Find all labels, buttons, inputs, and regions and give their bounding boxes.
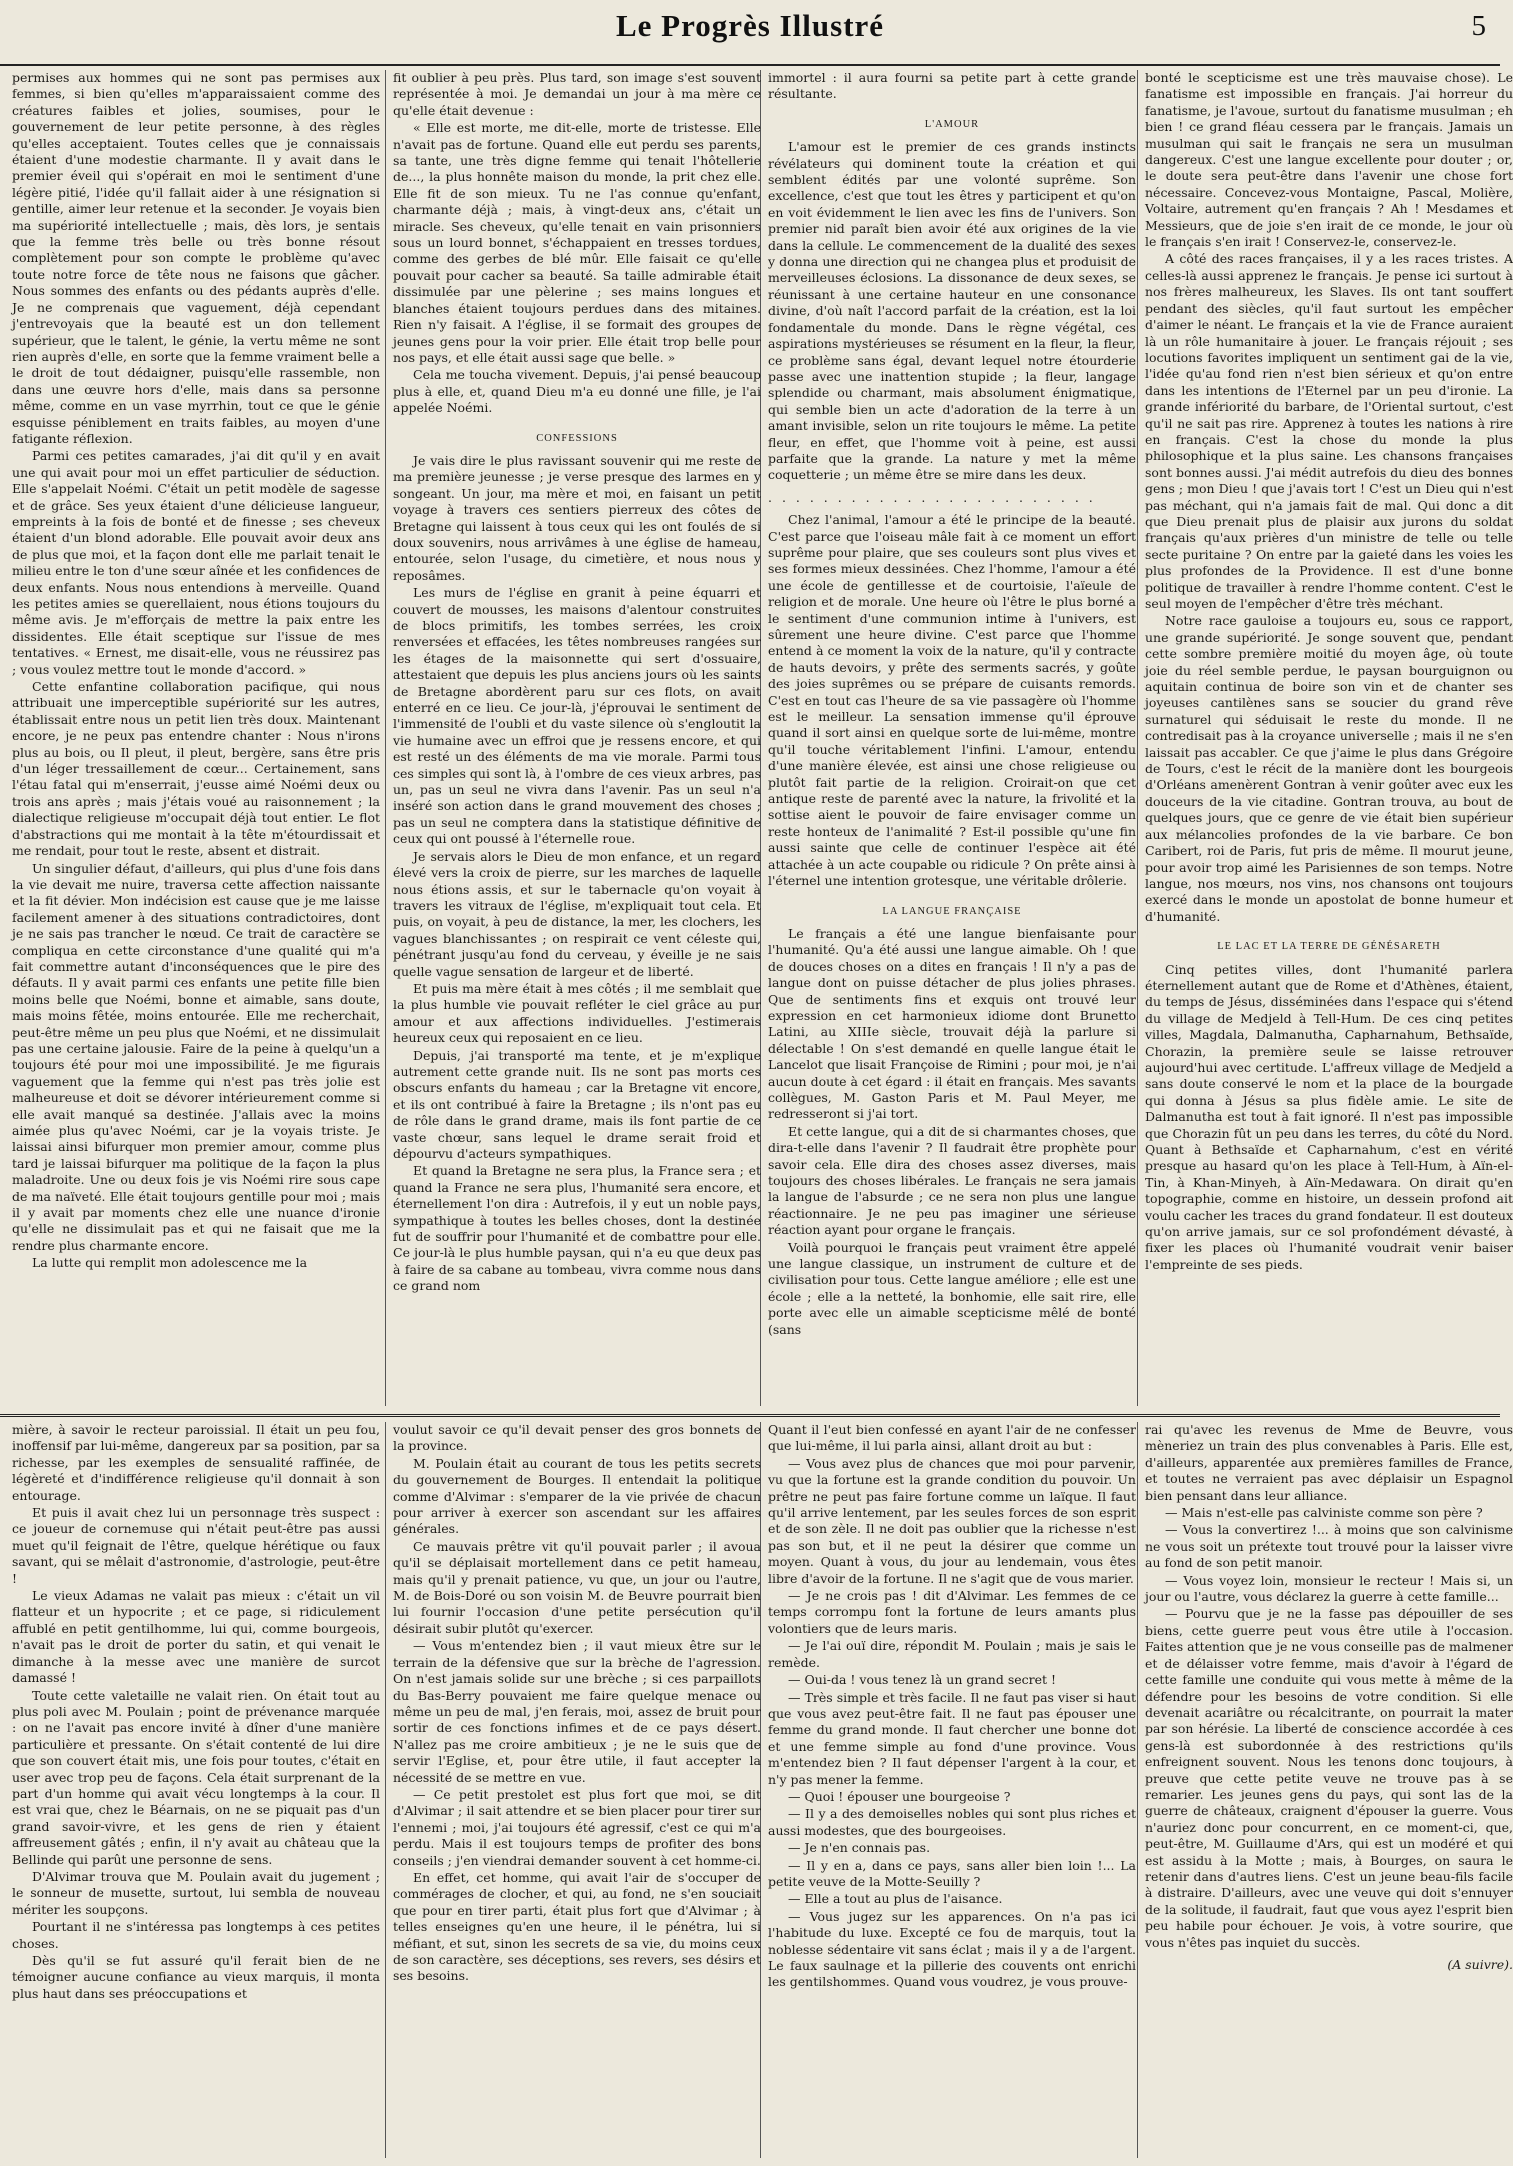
paragraph: Toute cette valetaille ne valait rien. On était tout au plus poli avec M. Poulain ; point de prévenance marquée : on ne l'avait pas encore invité à dîner d'une manière particulière et pressante. On s'était contenté de lui dire que son couvert était mis, une fois pour toutes, c'était en user avec trop peu de façons. Cela était surprenant de la part d'un homme qui avait vécu longtemps à la cour. Il est vrai que, chez le Béarnais, on ne se piquait pas d'un grand savoir-vivre, et les gens de rien y étaient affreusement gâtés ; enfin, il n'y avait au château que la Bellinde qui parût une personne de sens. <box>12 1687 380 1867</box>
paragraph: immortel : il aura fourni sa petite part à cette grande résultante. <box>768 70 1136 102</box>
paragraph: permises aux hommes qui ne sont pas permises aux femmes, si bien qu'elles m'apparaissaient comme des créatures faibles et jolies, soumises, pour le gouvernement de leur petite personne, à des règles qu'elles acceptaient. Toutes celles que je connaissais étaient d'une modestie charmante. Il y avait dans le premier éveil qui s'opérait en moi le sentiment d'une légère pitié, l'idée qu'il fallait aider à une résignation si gentille, aimer leur retenue et la seconder. Je voyais bien ma supériorité intellectuelle ; mais, dès lors, je sentais que la femme très belle ou très bonne résout complètement pour son compte le problème qu'avec toute notre force de tête nous ne faisons que gâcher. Nous sommes des enfants ou des pédants auprès d'elle. Je ne comprenais que vaguement, déjà cependant j'entrevoyais que la beauté est un don tellement supérieur, que le talent, le génie, la vertu même ne sont rien auprès d'elle, en sorte que la femme vraiment belle a le droit de tout dédaigner, puisqu'elle rassemble, non dans une œuvre hors d'elle, mais dans sa personne même, comme en un vase myrrhin, tout ce que le génie esquisse péniblement en traits faibles, au moyen d'une fatigante réflexion. <box>12 70 380 446</box>
section-heading-langue-francaise: LA LANGUE FRANÇAISE <box>882 905 1022 917</box>
section-heading-amour: L'AMOUR <box>924 118 980 130</box>
bottom-column-3 <box>768 1422 1136 2158</box>
top-column-3 <box>768 70 1136 1406</box>
paragraph: — Vous jugez sur les apparences. On n'a pas ici l'habitude du luxe. Excepté ce fou de marquis, tout la noblesse sédentaire vit sans éclat ; mais il y a de l'argent. Le faux saulnage et la pillerie des couvents ont enrichi les gentilshommes. Quand vous voudrez, je vous prouve- <box>768 1908 1136 1990</box>
paragraph: D'Alvimar trouva que M. Poulain avait du jugement ; le sonneur de musette, surtout, lui sembla de nouveau mériter les soupçons. <box>12 1868 380 1917</box>
paragraph: Ce mauvais prêtre vit qu'il pouvait parler ; il avoua qu'il se déplaisait mortellement dans ce petit hameau, mais qu'il y prenait patience, vu que, un jour ou l'autre, M. de Bois-Doré ou son voisin M. de Beuvre pourrait bien lui fournir l'occasion d'une petite persécution qu'il désirait subir plutôt qu'exercer. <box>393 1538 761 1636</box>
paragraph: Les murs de l'église en granit à peine équarri et couvert de mousses, les maisons d'alentour construites de blocs primitifs, les tombes serrées, les croix renversées et effacées, les têtes nombreuses rangées sur les étages de la maisonnette qui sert d'ossuaire, attestaient que depuis les plus anciens jours où les saints de Bretagne abordèrent paru sur ces flots, on avait enterré en ce lieu. Ce jour-là, j'éprouvai le sentiment de l'immensité de l'oubli et du vaste silence où s'engloutit la vie humaine avec un effroi que je ressens encore, et qui est resté un des éléments de ma vie morale. Parmi tous ces simples qui sont là, à l'ombre de ces vieux arbres, pas un, pas un seul ne vivra dans l'avenir. Pas un seul n'a inséré son action dans le grand mouvement des choses ; pas un seul ne comptera dans la statistique définitive de ceux qui ont poussé à l'éternelle roue. <box>393 585 761 847</box>
paragraph: bonté le scepticisme est une très mauvaise chose). Le fanatisme est impossible en français. J'ai horreur du fanatisme, je l'avoue, surtout du fanatisme musulman ; eh bien ! ce grand fléau cessera par le français. Jamais un musulman qui sait le français ne sera un musulman dangereux. C'est une langue excellente pour douter ; or, le doute sera peut-être dans l'avenir une chose fort nécessaire. Concevez-vous Montaigne, Pascal, Molière, Voltaire, autrement qu'en français ? Ah ! Mesdames et Messieurs, que de joie s'en irait de ce monde, le jour où le français s'en irait ! Conservez-le, conservez-le. <box>1145 70 1513 250</box>
paragraph: Je servais alors le Dieu de mon enfance, et un regard élevé vers la croix de pierre, sur les marches de laquelle nous étions assis, et sur le tabernacle qu'on voyait à travers les vitraux de l'église, m'expliquait tout cela. Et puis, on voyait, à peu de distance, la mer, les clochers, les vagues blanchissantes ; on respirait ce vent céleste qui, pénétrant jusqu'au fond du cerveau, y éveille je ne sais quelle vague sensation de largeur et de liberté. <box>393 848 761 979</box>
paragraph: La lutte qui remplit mon adolescence me la <box>32 1255 308 1271</box>
paragraph: Et puis il avait chez lui un personnage très suspect : ce joueur de cornemuse qui n'était peut-être pas aussi muet qu'il feignait de l'être, quelque hérétique ou faux savant, qui se mêlait d'astronomie, d'astrologie, peut-être ! <box>12 1505 380 1586</box>
page-header <box>0 0 1500 64</box>
section-heading-confessions: CONFESSIONS <box>536 432 618 444</box>
paragraph: Quant il l'eut bien confessé en ayant l'air de ne confesser que lui-même, il lui parla ainsi, allant droit au but : <box>768 1422 1136 1454</box>
paragraph: « Elle est morte, me dit-elle, morte de tristesse. Elle n'avait pas de fortune. Quand elle eut perdu ses parents, sa tante, une très digne femme qui tenait l'hôtellerie de..., la plus honnête maison du monde, la prit chez elle. Elle fit de son mieux. Tu ne l'as connue qu'enfant, charmante déjà ; mais, à vingt-deux ans, c'était un miracle. Ses cheveux, qu'elle tenait en vain prisonniers sous un lourd bonnet, s'échappaient en tresses tordues, comme des gerbes de blé mûr. Elle faisait ce qu'elle pouvait pour cacher sa beauté. Sa taille admirable était dissimulée par une pèlerine ; ses mains longues et blanches étaient toujours perdues dans des mitaines. Rien n'y faisait. A l'église, il se formait des groupes de jeunes gens pour la voir prier. Elle était trop belle pour nos pays, et elle était aussi sage que belle. » <box>393 120 761 365</box>
paragraph: L'amour est le premier de ces grands instincts révélateurs qui dominent toute la création et qui semblent édités par une volonté suprême. Son excellence, c'est que tout les êtres y participent et qu'on en voit évidemment le lien avec les fins de l'univers. Son premier nid paraît bien avoir été aux origines de la vie dans la cellule. Le commencement de la dualité des sexes y donna une direction qui ne changea plus et produisit de merveilleuses éclosions. La dissonance de deux sexes, se réunissant à une certaine hauteur en une consonance divine, d'où naît l'accord parfait de la création, est la loi fondamentale du monde. Dans le règne végétal, ces aspirations mystérieuses se résument en la fleur, la fleur, ce problème sans égal, devant lequel notre étourderie passe avec une inattention stupide ; la fleur, langage splendide ou charmant, mais absolument énigmatique, qui semble bien un acte d'adoration de la terre à un amant invisible, selon un rite toujours le même. La petite fleur, en effet, que l'homme voit à peine, est aussi parfaite que la grande. La nature y met la même coquetterie ; un même être se mire dans les deux. <box>768 139 1136 483</box>
paragraph: Le français a été une langue bienfaisante pour l'humanité. Qu'a été aussi une langue aimable. Oh ! que de douces choses on a dites en français ! Il n'y a pas de langue dont on puisse détacher de plus jolies phrases. Que de sentiments fins et exquis ont trouvé leur expression en cet harmonieux idiome dont Brunetto Latini, au XIIIe siècle, trouvait déjà la parlure si délectable ! On s'est demandé en quelle langue était le Lancelot que lisait Françoise de Rimini ; pour moi, je n'ai aucun doute à cet égard : il était en français. Mes savants collègues, M. Gaston Paris et M. Paul Meyer, me redresseront si j'ai tort. <box>768 925 1136 1122</box>
paragraph: Chez l'animal, l'amour a été le principe de la beauté. C'est parce que l'oiseau mâle fait à ce moment un effort suprême pour plaire, que ses couleurs sont plus vives et ses formes mieux dessinées. Chez l'homme, l'amour a été une école de gentillesse et de courtoisie, l'aïeule de religion et de morale. Une heure où l'être le plus borné a le sentiment d'une communion intime à l'univers, est sûrement une heure divine. C'est parce que l'homme entend à ce moment la voix de la nature, qu'il y contracte de hauts devoirs, y prête des serments sacrés, y goûte des joies suprêmes ou se prépare de cuisants remords. C'est en tout cas l'heure de sa vie passagère où l'homme est le meilleur. La sensation immense qu'il éprouve quand il sort ainsi en quelque sorte de lui-même, montre qu'il touche véritablement l'infini. L'amour, entendu d'une manière élevée, est ainsi une chose religieuse ou plutôt fait partie de la religion. Croirait-on que cet antique reste de parenté avec la nature, la frivolité et la sottise aient le pouvoir de faire envisager comme un reste honteux de l'animalité ? Est-il possible qu'une fin aussi sainte que celle de continuer l'espèce ait été attachée à un acte coupable ou ridicule ? On prête ainsi à l'éternel une intention grotesque, une véritable drôlerie. <box>768 512 1136 889</box>
paragraph: A côté des races françaises, il y a les races tristes. A celles-là aussi apprenez le français. Je pense ici surtout à nos frères malheureux, les Slaves. Ils ont tant souffert pendant des siècles, qu'il faut surtout les empêcher d'aimer le néant. Le français et la vie de France auraient là un rôle humanitaire à jouer. Le français réjouit ; ses locutions favorites impliquent un sentiment gai de la vie, l'idée qu'au fond rien n'est bien sérieux et qu'on entre dans les intentions de l'Eternel par un peu d'ironie. La grande infériorité du barbare, de l'Oriental surtout, c'est qu'il ne sait pas rire. Apprenez à toutes les nations à rire en français. C'est la chose du monde la plus philosophique et la plus saine. Les chansons françaises sont bonnes aussi. J'ai médit autrefois du dieu des bonnes gens ; mon Dieu ! que j'avais tort ! C'est un Dieu qui n'est pas méchant, qui n'a jamais fait de mal. Qui donc a dit que Dieu prenait plus de plaisir aux jurons du soldat français qu'aux prières d'un ministre de telle ou telle secte puritaine ? On entre par la gaieté dans les voies les plus profondes de la Providence. Il est d'une bonne politique de travailler à rendre l'homme content. C'est le seul moyen de l'empêcher d'être très méchant. <box>1145 251 1513 611</box>
paragraph: — Je n'en connais pas. <box>788 1840 931 1856</box>
section-heading-genesareth: LE LAC ET LA TERRE DE GÉNÉSARETH <box>1217 941 1441 953</box>
paragraph: Cela me toucha vivement. Depuis, j'ai pensé beaucoup plus à elle, et, quand Dieu m'a eu donné une fille, je l'ai appelée Noémi. <box>393 367 761 416</box>
paragraph: — Elle a tout au plus de l'aisance. <box>788 1891 1003 1907</box>
paragraph: — Vous m'entendez bien ; il vaut mieux être sur le terrain de la défensive que sur la brèche de l'agression. On n'est jamais solide sur une brèche ; si ces parpaillots du Bas-Berry pouvaient me faire quelque menace ou même un peu de mal, j'en ferais, moi, assez de bruit pour sortir de ces fonctions infimes et de ce pays désert. N'allez pas me croire ambitieux ; je ne le suis que de servir l'Eglise, et, pour être utile, il faut accepter la nécessité de se mettre en vue. <box>393 1638 761 1785</box>
paragraph: Et cette langue, qui a dit de si charmantes choses, que dira-t-elle dans l'avenir ? Il faudrait être prophète pour savoir cela. Elle dira des choses assez diverses, mais toujours des choses libérales. Le français ne sera jamais la langue de l'absurde ; ce ne sera non plus une langue réactionnaire. Je ne peu pas imaginer une sérieuse réaction ayant pour organe le français. <box>768 1123 1136 1238</box>
column-rule <box>1137 1422 1138 2158</box>
top-column-1 <box>12 70 380 1406</box>
paragraph: M. Poulain était au courant de tous les petits secrets du gouvernement de Bourges. Il entendait la politique comme d'Alvimar : s'emparer de la vie privée de chacun pour arriver à exercer son ascendant sur les affaires générales. <box>393 1455 761 1537</box>
paragraph: Notre race gauloise a toujours eu, sous ce rapport, une grande supériorité. Je songe souvent que, pendant cette sombre première moitié du moyen âge, où toute joie du réel semble perdue, le paysan bourguignon ou aquitain continua de boire son vin et de chanter ses joyeuses cantilènes sans se soucier du grand rêve surnaturel qui séduisait le reste du monde. Il ne contredisait pas à la croyance universelle ; mais il ne s'en laissait pas accabler. Ce que j'aime le plus dans Grégoire de Tours, c'est le récit de la manière dont les bourgeois d'Orléans amenèrent Gontran à venir goûter avec eux les douceurs de la vie citadine. Gontran trouva, au bout de quelques jours, que ce genre de vie était bien supérieur aux mélancolies profondes de la vie barbare. Ce bon Caribert, roi de Paris, fut pris de même. Il mourut jeune, pour avoir trop aimé les Parisiennes de son temps. Notre langue, nos mœurs, nos vins, nos chansons ont toujours exercé dans le monde un apostolat de bonne humeur et d'humanité. <box>1145 613 1513 924</box>
paragraph: mière, à savoir le recteur paroissial. Il était un peu fou, inoffensif par lui-même, dangereux par sa position, par sa richesse, par les exemples de sensualité raffinée, de légèreté et d'indifférence religieuse qu'il donnait à son entourage. <box>12 1422 380 1503</box>
paragraph: — Pourvu que je ne la fasse pas dépouiller de ses biens, cette guerre peut vous être utile à l'occasion. Faites attention que je ne vous conseille pas de malmener et de délaisser votre femme, mais d'avoir à l'égard de cette famille une conduite qui vous mette à même de la défendre pour les besoins de votre condition. Si elle devenait acariâtre ou récalcitrante, on pourrait la mater par son hérésie. La liberté de conscience accordée à ces gens-là est subordonnée à des restrictions qu'ils enfreignent souvent. Nous les tenons donc toujours, à preuve que cette petite veuve ne trouve pas à se remarier. Les jeunes gens du pays, qui sont las de la guerre de châteaux, craignent d'épouser la guerre. Vous n'auriez donc pour concurrent, en ce moment-ci, que, peut-être, M. Guillaume d'Ars, qui est un modéré et qui est assidu à la Motte ; mais, à Bourges, on saura le retenir dans d'autres liens. C'est un jeune beau-fils facile à distraire. D'ailleurs, avec une veuve qui doit s'ennuyer de la solitude, il faudrait, faut que vous ayez l'esprit bien peu habile pour échouer. Je vois, à votre sourire, que vous n'êtes pas inquiet du succès. <box>1145 1606 1513 1950</box>
paragraph: Et quand la Bretagne ne sera plus, la France sera ; et quand la France ne sera plus, l'humanité sera encore, et éternellement l'on dira : Autrefois, il y eut un noble pays, sympathique à toutes les belles choses, dont la destinée fut de souffrir pour l'humanité et de combattre pour elle. Ce jour-là le plus humble paysan, qui n'a eu que deux pas à faire de sa cabane au tombeau, vivra comme nous dans ce grand nom <box>393 1163 761 1294</box>
paragraph: Et puis ma mère était à mes côtés ; il me semblait que la plus humble vie pouvait refléter le ciel grâce au pur amour et aux affections individuelles. J'estimerais heureux ceux qui reposaient en ce lieu. <box>393 980 761 1046</box>
paragraph: Un singulier défaut, d'ailleurs, qui plus d'une fois dans la vie devait me nuire, traversa cette affection naissante et la fit dévier. Mon indécision est cause que je me laisse facilement amener à des situations contradictoires, dont je ne sais pas trancher le nœud. Ce trait de caractère se compliqua en cette circonstance d'une qualité qui m'a fait commettre autant d'inconséquences que le pire des défauts. Il y avait parmi ces enfants une petite fille bien moins belle que Noémi, bonne et aimable, sans doute, mais moins fêtée, moins entourée. Elle me recherchait, peut-être même un peu plus que Noémi, et ne dissimulait pas une certaine jalousie. Faire de la peine à quelqu'un a toujours été pour moi une impossibilité. Je me figurais vaguement que la femme qui n'est pas très jolie est malheureuse et doit se dévorer intérieurement comme si elle avait manqué sa destinée. J'allais avec la moins aimée plus qu'avec Noémi, car je la voyais triste. Je laissai ainsi bifurquer mon premier amour, comme plus tard je laissai bifurquer ma politique de la façon la plus maladroite. Une ou deux fois je vis Noémi rire sous cape de ma naïveté. Elle était toujours gentille pour moi ; mais il y avait par moments chez elle une nuance d'ironie qu'elle ne dissimulait pas et qui ne faisait que me la rendre plus charmante encore. <box>12 860 380 1253</box>
masthead-title: Le Progrès Illustré <box>615 8 885 43</box>
paragraph: — Mais n'est-elle pas calviniste comme son père ? <box>1165 1505 1483 1521</box>
paragraph: Depuis, j'ai transporté ma tente, et je m'explique autrement cette grande nuit. Ils ne sont pas morts ces obscurs enfants du hameau ; car la Bretagne vit encore, et ils ont contribué à faire la Bretagne ; ils n'ont pas eu de rôle dans le grand drame, mais ils font partie de ce vaste chœur, sans lequel le drame serait froid et dépourvu d'acteurs sympathiques. <box>393 1047 761 1161</box>
paragraph: Je vais dire le plus ravissant souvenir qui me reste de ma première jeunesse ; je verse presque des larmes en y songeant. Un jour, ma mère et moi, en faisant un petit voyage à travers ces sentiers pierreux des côtes de Bretagne qui laissent à tous ceux qui les ont foulés de si doux souvenirs, nous arrivâmes à une église de hameau, entourée, selon l'usage, du cimetière, et nous nous y reposâmes. <box>393 452 761 583</box>
paragraph: — Quoi ! épouser une bourgeoise ? <box>788 1788 1011 1804</box>
paragraph: Cinq petites villes, dont l'humanité parlera éternellement autant que de Rome et d'Athènes, étaient, du temps de Jésus, disséminées dans l'espace qui s'étend du village de Medjeld à Tell-Hum. De ces cinq petites villes, Magdala, Dalmanutha, Capharnahum, Bethsaïde, Chorazin, la première seule se laisse retrouver aujourd'hui avec certitude. L'affreux village de Medjeld a sans doute conservé le nom et la place de la bourgade qui donna à Jésus sa plus fidèle amie. Le site de Dalmanutha est tout à fait ignoré. Il n'est pas impossible que Chorazin fût un peu dans les terres, du côté du Nord. Quant à Bethsaïde et Capharnahum, c'est en vérité presque au hasard qu'on les place à Tell-Hum, à Aïn-el-Tin, à Khan-Minyeh, à Aïn-Medawara. On dirait qu'en topographie, comme en histoire, un dessein profond ait voulu cacher les traces du grand fondateur. Il est douteux qu'on arrive jamais, sur ce sol profondément dévasté, à fixer les places où l'humanité voudrait venir baiser l'empreinte de ses pieds. <box>1145 961 1513 1272</box>
top-section <box>0 70 1513 1406</box>
column-rule <box>1137 70 1138 1406</box>
feuilleton-section <box>0 1422 1513 2158</box>
header-rule <box>0 64 1500 66</box>
to-be-continued: (A suivre). <box>1447 1957 1513 1972</box>
paragraph: Le vieux Adamas ne valait pas mieux : c'était un vil flatteur et un hypocrite ; et ce page, si ridiculement affublé en petit gentilhomme, lui qui, comme bourgeois, n'avait pas le droit de porter du satin, et qui venait le dimanche à la messe avec une manière de surcot damassé ! <box>12 1588 380 1686</box>
section-divider <box>0 1414 1500 1417</box>
top-column-4 <box>1145 70 1513 1406</box>
paragraph: Pourtant il ne s'intéressa pas longtemps à ces petites choses. <box>12 1919 380 1951</box>
column-rule <box>385 70 386 1406</box>
bottom-column-2 <box>393 1422 761 2158</box>
paragraph: Dès qu'il se fut assuré qu'il ferait bien de ne témoigner aucune confiance au vieux marquis, il monta plus haut dans ses préoccupations et <box>12 1953 380 2001</box>
paragraph: Voilà pourquoi le français peut vraiment être appelé une langue classique, un instrument de culture et de civilisation pour tous. Cette langue améliore ; elle est une école ; elle a la netteté, la bonhomie, elle sait rire, elle porte avec elle un aimable scepticisme mêlé de bonté (sans <box>768 1239 1136 1337</box>
paragraph: Parmi ces petites camarades, j'ai dit qu'il y en avait une qui avait pour moi un effet particulier de séduction. Elle s'appelait Noémi. C'était un petit modèle de sagesse et de grâce. Ses yeux étaient d'une délicieuse langueur, empreints à la fois de bonté et de finesse ; ses cheveux étaient d'un blond adorable. Elle pouvait avoir deux ans de plus que moi, et la façon dont elle me parlait tenait le milieu entre le ton d'une sœur aînée et les confidences de deux enfants. Nous nous entendions à merveille. Quand les petites amies se querellaient, nous étions toujours du même avis. Je m'efforçais de mettre la paix entre les dissidentes. Elle était sceptique sur l'issue de mes tentatives. « Ernest, me disait-elle, vous ne réussirez pas ; vous voulez mettre tout le monde d'accord. » <box>12 448 380 677</box>
paragraph: — Très simple et très facile. Il ne faut pas viser si haut que vous avez peut-être fait. Il ne faut pas épouser une femme du grand monde. Il faut chercher une bonne dot et une femme simple au fond d'une province. Vous m'entendez bien ? Il faut dépenser l'argent à la cour, et n'y pas mener la femme. <box>768 1689 1136 1787</box>
column-rule <box>385 1422 386 2158</box>
paragraph: En effet, cet homme, qui avait l'air de s'occuper de commérages de clocher, et qui, au fond, ne s'en souciait que pour en tirer parti, était plus fort que d'Alvimar ; à telles enseignes qu'en une heure, il le pénétra, lui si méfiant, et sut, sinon les secrets de sa vie, du moins ceux de son caractère, ses déceptions, ses revers, ses désirs et ses besoins. <box>393 1869 761 1984</box>
paragraph: — Ce petit prestolet est plus fort que moi, se dit d'Alvimar ; il sait attendre et se bien placer pour tirer sur l'ennemi ; moi, j'ai toujours été agressif, c'est ce qui m'a perdu. Mais il est toujours temps de profiter des bons conseils ; j'en viendrai demander souvent à cet homme-ci. <box>393 1786 761 1868</box>
paragraph: fit oublier à peu près. Plus tard, son image s'est souvent représentée à moi. Je demandai un jour à ma mère ce qu'elle était devenue : <box>393 70 761 118</box>
bottom-column-4 <box>1145 1422 1513 2158</box>
paragraph: — Il y en a, dans ce pays, sans aller bien loin !... La petite veuve de la Motte-Seuilly ? <box>768 1857 1136 1889</box>
paragraph: voulut savoir ce qu'il devait penser des gros bonnets de la province. <box>393 1422 761 1454</box>
paragraph: — Il y a des demoiselles nobles qui sont plus riches et aussi modestes, que des bourgeoises. <box>768 1806 1136 1838</box>
paragraph: rai qu'avec les revenus de Mme de Beuvre, vous mèneriez un train des plus convenables à Paris. Elle est, d'ailleurs, apparentée aux premières familles de France, et toutes ne verraient pas avec déplaisir un Espagnol bien pensant dans leur alliance. <box>1145 1422 1513 1503</box>
bottom-column-1 <box>12 1422 380 2158</box>
ellipsis-separator: . . . . . . . . . . . . . . . . . . . . . . . . <box>768 489 1096 505</box>
paragraph: — Je ne crois pas ! dit d'Alvimar. Les femmes de ce temps corrompu font la fortune de leurs amants plus volontiers que de leurs maris. <box>768 1588 1136 1636</box>
paragraph: — Vous avez plus de chances que moi pour parvenir, vu que la fortune est la grande condition du pouvoir. Un prêtre ne peut pas faire fortune comme un laïque. Il faut qu'il arrive lentement, par les seules forces de son esprit et de son zèle. Il ne doit pas oublier que la richesse n'est pas son but, et il ne peut la désirer que comme un moyen. Quant à vous, du jour au lendemain, vous êtes libre d'avoir de la fortune. Il ne s'agit que de vous marier. <box>768 1455 1136 1586</box>
paragraph: Cette enfantine collaboration pacifique, qui nous attribuait une imperceptible supériorité sur les autres, établissait entre nous un petit lien très doux. Maintenant encore, je ne peux pas entendre chanter : Nous n'irons plus au bois, ou Il pleut, il pleut, bergère, sans être pris d'un léger tressaillement de cœur... Certainement, sans l'étau fatal qui m'enserrait, j'eusse aimé Noémi deux ou trois ans après ; mais j'étais voué au raisonnement ; la dialectique religieuse m'occupait déjà tout entier. Le flot d'abstractions qui me montait à la tête m'étourdissait et me rendait, pour tout le reste, absent et distrait. <box>12 679 380 859</box>
paragraph: — Vous voyez loin, monsieur le recteur ! Mais si, un jour ou l'autre, vous déclarez la guerre à cette famille... <box>1145 1572 1513 1605</box>
top-column-2 <box>393 70 761 1406</box>
page-number: 5 <box>1471 10 1486 42</box>
paragraph: — Oui-da ! vous tenez là un grand secret ! <box>788 1672 1057 1688</box>
paragraph: — Je l'ai ouï dire, répondit M. Poulain ; mais je sais le remède. <box>768 1638 1136 1670</box>
paragraph: — Vous la convertirez !... à moins que son calvinisme ne vous soit un prétexte tout trouvé pour la laisser vivre au fond de son petit manoir. <box>1145 1522 1513 1571</box>
